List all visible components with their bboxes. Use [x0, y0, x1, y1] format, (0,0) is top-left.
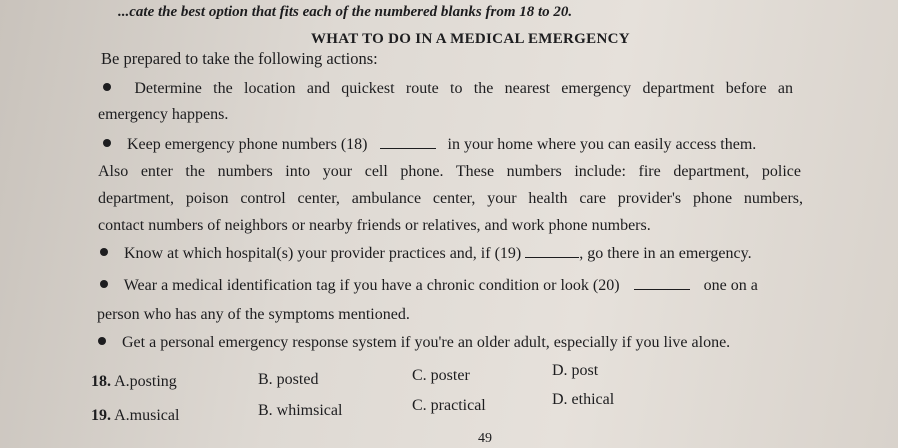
question-18-a-label: A.posting — [114, 373, 177, 390]
bullet-2-line-3: department, poison control center, ambulance center, your health care provider's phone numbers, — [98, 190, 803, 207]
question-19-option-b[interactable]: B. whimsical — [258, 402, 343, 419]
bullet-5-text: Get a personal emergency response system if you're an older adult, especially if you live alone. — [122, 334, 731, 351]
bullet-2-text-a: Keep emergency phone numbers (18) — [127, 136, 368, 153]
question-19-option-a[interactable] — [91, 407, 179, 425]
blank-18[interactable] — [380, 134, 436, 149]
question-18-option-d[interactable]: D. post — [552, 362, 599, 379]
bullet-4-line-1 — [100, 275, 758, 296]
question-19-number: 19. — [91, 407, 111, 424]
question-18-option-b[interactable]: B. posted — [258, 371, 319, 388]
bullet-2-line-1 — [103, 134, 756, 155]
bullet-3-line — [100, 243, 752, 264]
bullet-2-text-b: in your home where you can easily access them. — [447, 136, 757, 153]
question-18-number: 18. — [91, 373, 111, 390]
bullet-1-line-2: emergency happens. — [98, 106, 229, 123]
bullet-2-line-4: contact numbers of neighbors or nearby friends or relatives, and work phone numbers. — [98, 217, 651, 234]
bullet-1-line-1 — [103, 79, 793, 99]
question-19-option-d[interactable]: D. ethical — [552, 391, 615, 408]
bullet-3-text-a: Know at which hospital(s) your provider practices and, if (19) — [124, 245, 522, 262]
question-18-option-c[interactable]: C. poster — [412, 367, 470, 384]
bullet-4-text-b: one on a — [703, 277, 758, 294]
question-19-option-c[interactable]: C. practical — [412, 397, 486, 414]
document-title: WHAT TO DO IN A MEDICAL EMERGENCY — [311, 31, 630, 47]
question-19-a-label: A.musical — [114, 407, 180, 424]
bullet-5-line — [98, 333, 730, 353]
intro-text: Be prepared to take the following actions: — [101, 49, 378, 68]
blank-19[interactable] — [525, 243, 579, 258]
bullet-4-line-2: person who has any of the symptoms mentioned. — [97, 306, 410, 323]
bullet-2-line-2: Also enter the numbers into your cell phone. These numbers include: fire department, police — [98, 163, 801, 180]
bullet-3-text-b: , go there in an emergency. — [579, 245, 752, 262]
blank-20[interactable] — [634, 275, 690, 290]
bullet-4-text-a: Wear a medical identification tag if you have a chronic condition or look (20) — [123, 277, 620, 294]
question-18-option-a[interactable] — [91, 373, 177, 391]
instruction-text: ...cate the best option that fits each of the numbered blanks from 18 to 20. — [118, 4, 573, 20]
bullet-1-text: Determine the location and quickest route to the nearest emergency department before an — [134, 80, 793, 97]
page-number: 49 — [478, 431, 492, 446]
